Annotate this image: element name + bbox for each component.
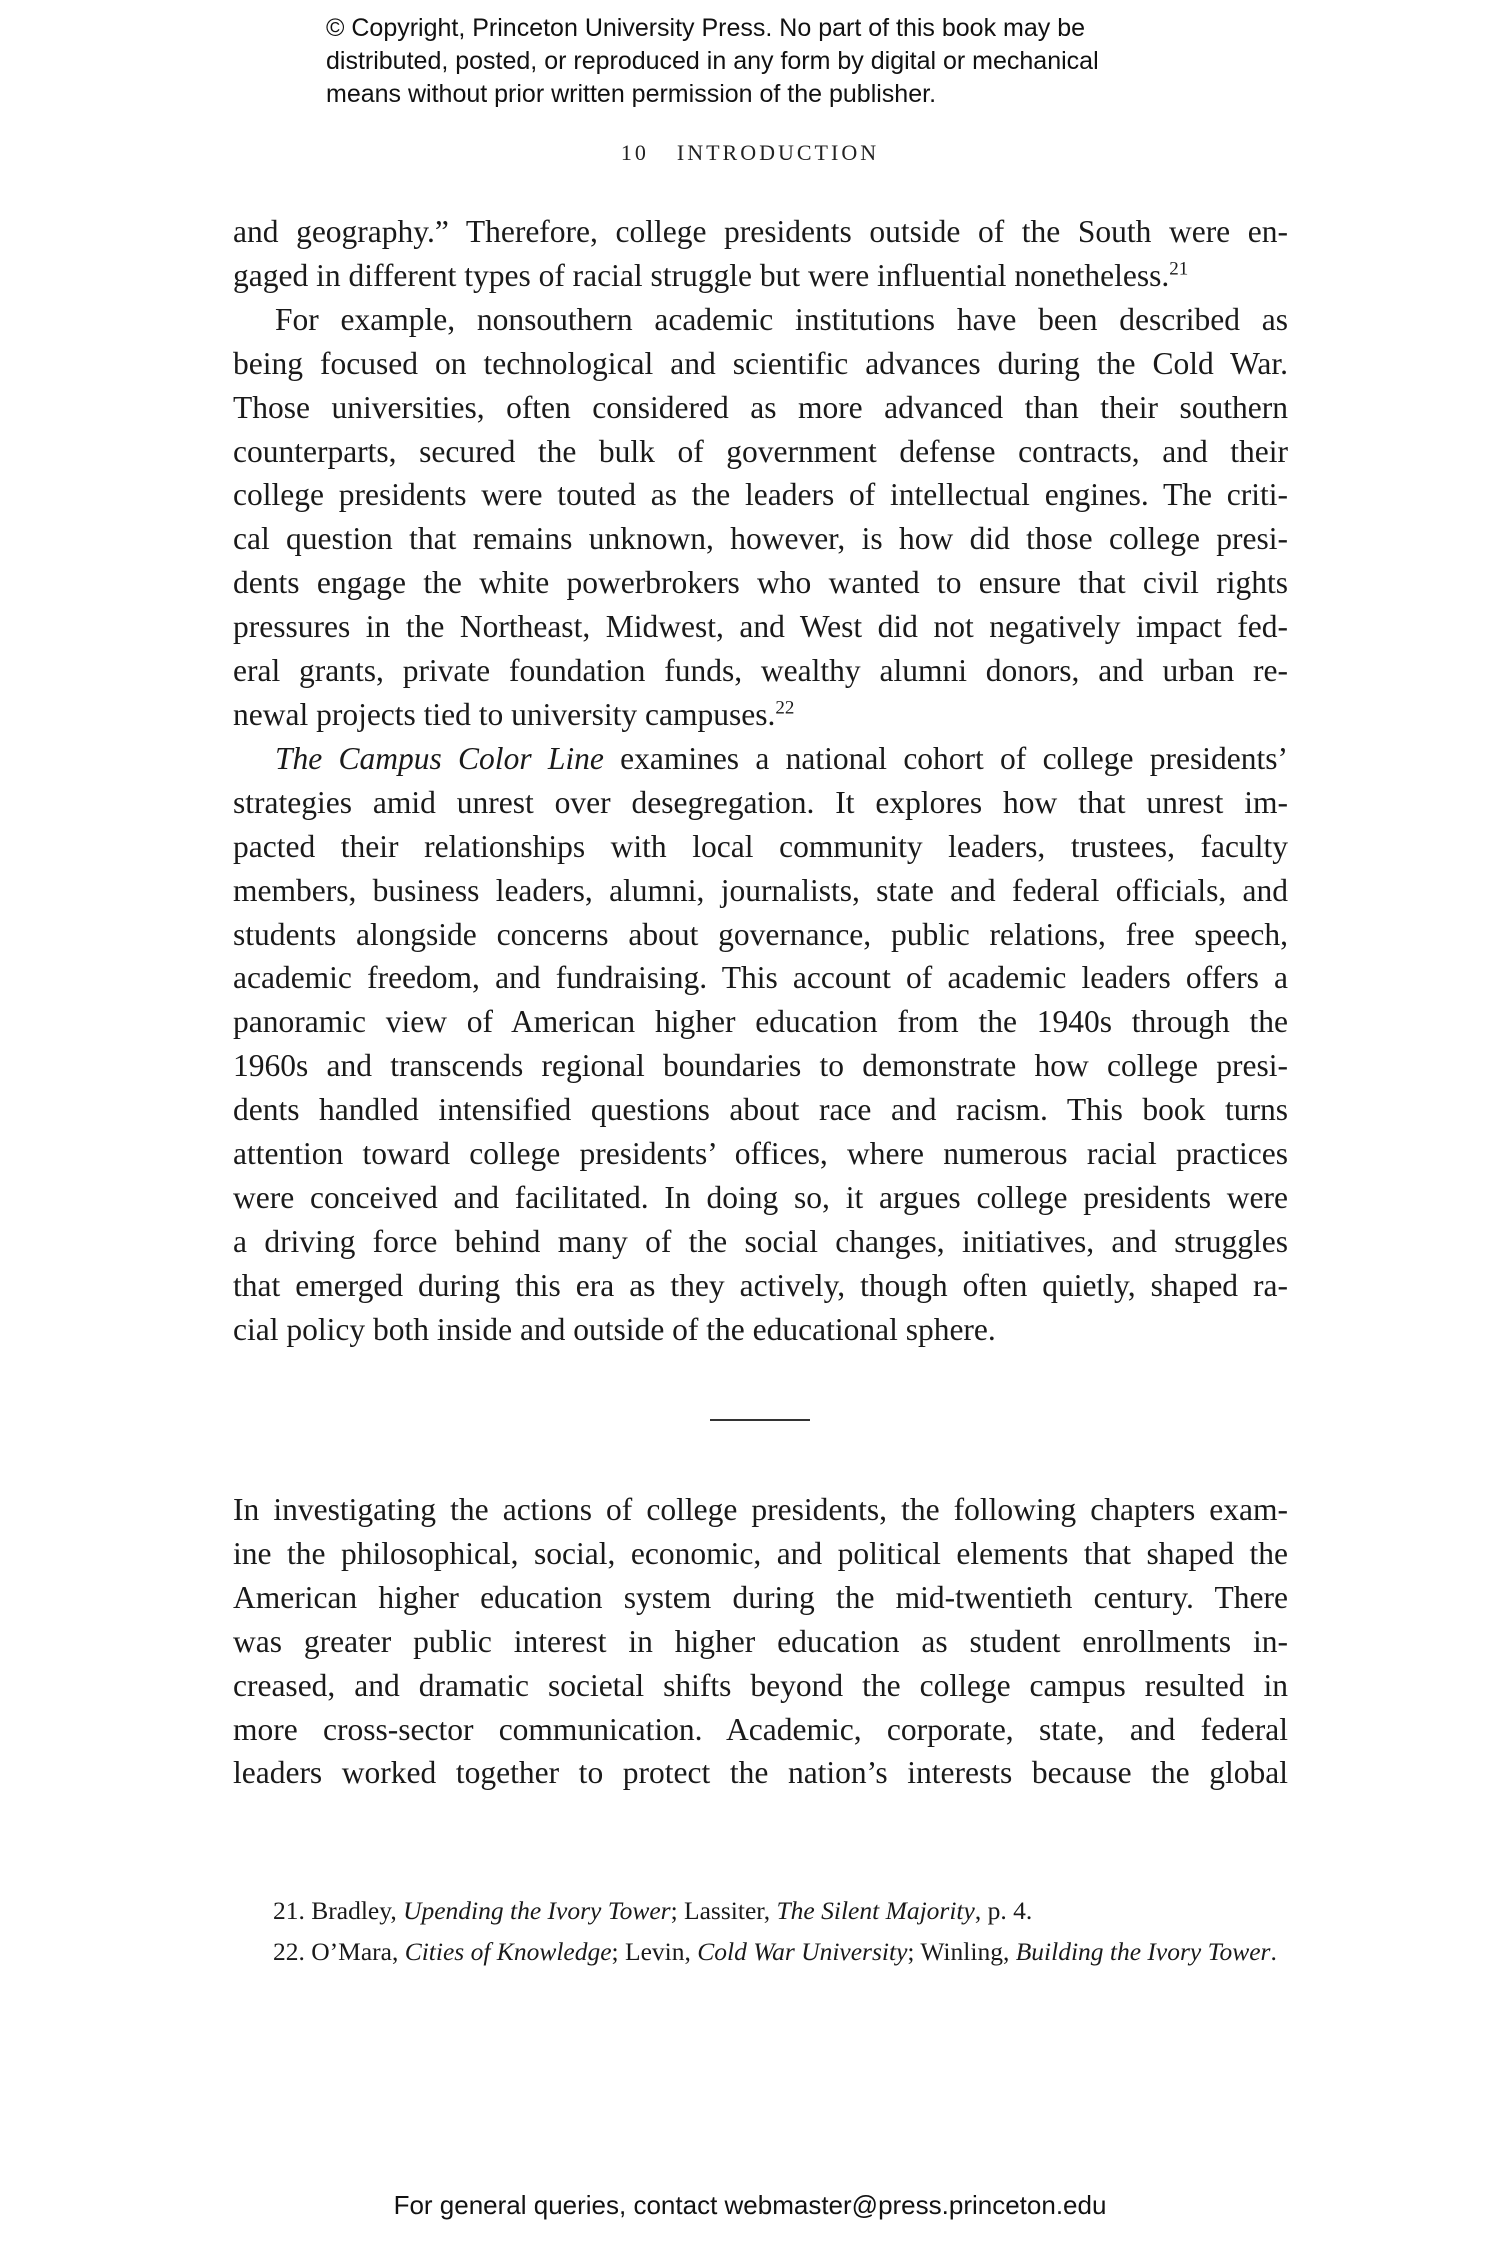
- text-line: dents handled intensified questions about race and racism. This book turns: [233, 1092, 1288, 1128]
- footnote-text: 22. O’Mara,: [273, 1937, 405, 1966]
- text-line: American higher education system during the mid-twentieth century. There: [233, 1579, 1288, 1615]
- text-line: students alongside concerns about governance, public relations, free speech,: [233, 916, 1288, 952]
- footnote-22: [233, 1931, 1288, 1972]
- section-title: INTRODUCTION: [676, 140, 880, 165]
- text-line: Those universities, often considered as more advanced than their southern: [233, 389, 1288, 425]
- text-line: and geography.” Therefore, college presidents outside of the South were en-: [233, 214, 1288, 249]
- paragraph: [233, 737, 1288, 1352]
- copyright-line: distributed, posted, or reproduced in any form by digital or mechanical: [326, 47, 1099, 75]
- paragraph: [233, 1488, 1288, 1795]
- text-line: attention toward college presidents’ offices, where numerous racial practices: [233, 1136, 1288, 1172]
- footer-query: For general queries, contact webmaster@press.princeton.edu: [393, 2190, 1107, 2220]
- text-line: For example, nonsouthern academic institutions have been described as: [275, 301, 1288, 337]
- text-line: a driving force behind many of the social changes, initiatives, and struggles: [233, 1223, 1288, 1259]
- text-line: more cross-sector communication. Academic, corporate, state, and federal: [233, 1711, 1288, 1747]
- text-line: was greater public interest in higher education as student enrollments in-: [233, 1623, 1288, 1659]
- text-line-content: newal projects tied to university campuses.: [233, 696, 776, 732]
- footnote-text: ; Winling,: [907, 1937, 1016, 1966]
- cited-title: Upending the Ivory Tower: [403, 1896, 671, 1925]
- copyright-notice: [326, 12, 1226, 111]
- book-title: The Campus Color Line: [275, 740, 604, 776]
- body-text-block: [233, 1488, 1288, 1795]
- text-line: counterparts, secured the bulk of government defense contracts, and their: [233, 433, 1288, 469]
- text-line: academic freedom, and fundraising. This account of academic leaders offers a: [233, 960, 1288, 996]
- text-line: In investigating the actions of college presidents, the following chapters exam-: [233, 1492, 1288, 1527]
- text-line: [233, 737, 1288, 781]
- text-line: cal question that remains unknown, however, is how did those college presi-: [233, 521, 1288, 557]
- running-head: [0, 140, 1500, 166]
- text-line: panoramic view of American higher education from the 1940s through the: [233, 1004, 1288, 1040]
- body-text-block: [233, 210, 1288, 1352]
- paragraph: [233, 298, 1288, 737]
- text-line: creased, and dramatic societal shifts beyond the college campus resulted in: [233, 1667, 1288, 1703]
- text-line: pacted their relationships with local community leaders, trustees, faculty: [233, 828, 1288, 864]
- cited-title: The Silent Majority: [776, 1896, 975, 1925]
- text-line: leaders worked together to protect the nation’s interests because the global: [233, 1755, 1288, 1791]
- text-line: ine the philosophical, social, economic, and political elements that shaped the: [233, 1535, 1288, 1571]
- text-line: that emerged during this era as they actively, though often quietly, shaped ra-: [233, 1267, 1288, 1303]
- section-break-rule: [710, 1419, 810, 1421]
- paragraph: [233, 210, 1288, 298]
- footnote-21: [233, 1890, 1288, 1931]
- text-line: eral grants, private foundation funds, wealthy alumni donors, and urban re-: [233, 653, 1288, 689]
- cited-title: Cities of Knowledge: [404, 1937, 612, 1966]
- footnote-text: , p. 4.: [974, 1896, 1033, 1925]
- text-line: 1960s and transcends regional boundaries to demonstrate how college presi-: [233, 1048, 1288, 1084]
- footnotes: [233, 1890, 1288, 1972]
- page-number: 10: [620, 140, 649, 165]
- text-line: cial policy both inside and outside of the educational sphere.: [233, 1311, 996, 1347]
- text-line: pressures in the Northeast, Midwest, and West did not negatively impact fed-: [233, 609, 1288, 645]
- text-line: being focused on technological and scientific advances during the Cold War.: [233, 345, 1288, 381]
- copyright-line: means without prior written permission of the publisher.: [326, 80, 937, 108]
- text-line: were conceived and facilitated. In doing so, it argues college presidents were: [233, 1179, 1288, 1215]
- footnote-text: .: [1270, 1937, 1277, 1966]
- footnote-text: 21. Bradley,: [273, 1896, 404, 1925]
- text-line: dents engage the white powerbrokers who wanted to ensure that civil rights: [233, 565, 1288, 601]
- footnote-text: ; Levin,: [611, 1937, 698, 1966]
- footnote-text: ; Lassiter,: [670, 1896, 777, 1925]
- text-line: college presidents were touted as the leaders of intellectual engines. The criti-: [233, 477, 1288, 513]
- footnote-ref: 21: [1169, 258, 1189, 280]
- text-line: members, business leaders, alumni, journalists, state and federal officials, and: [233, 872, 1288, 908]
- text-line-content: examines a national cohort of college presidents’: [603, 740, 1288, 776]
- text-line: strategies amid unrest over desegregation. It explores how that unrest im-: [233, 784, 1288, 820]
- footnote-ref: 22: [775, 697, 795, 719]
- copyright-line: © Copyright, Princeton University Press. No part of this book may be: [326, 14, 1086, 42]
- text-line-content: gaged in different types of racial struggle but were influential nonetheless.: [233, 257, 1170, 293]
- cited-title: Building the Ivory Tower: [1015, 1937, 1271, 1966]
- text-line: [233, 693, 1288, 737]
- text-line: [233, 254, 1288, 298]
- cited-title: Cold War University: [697, 1937, 908, 1966]
